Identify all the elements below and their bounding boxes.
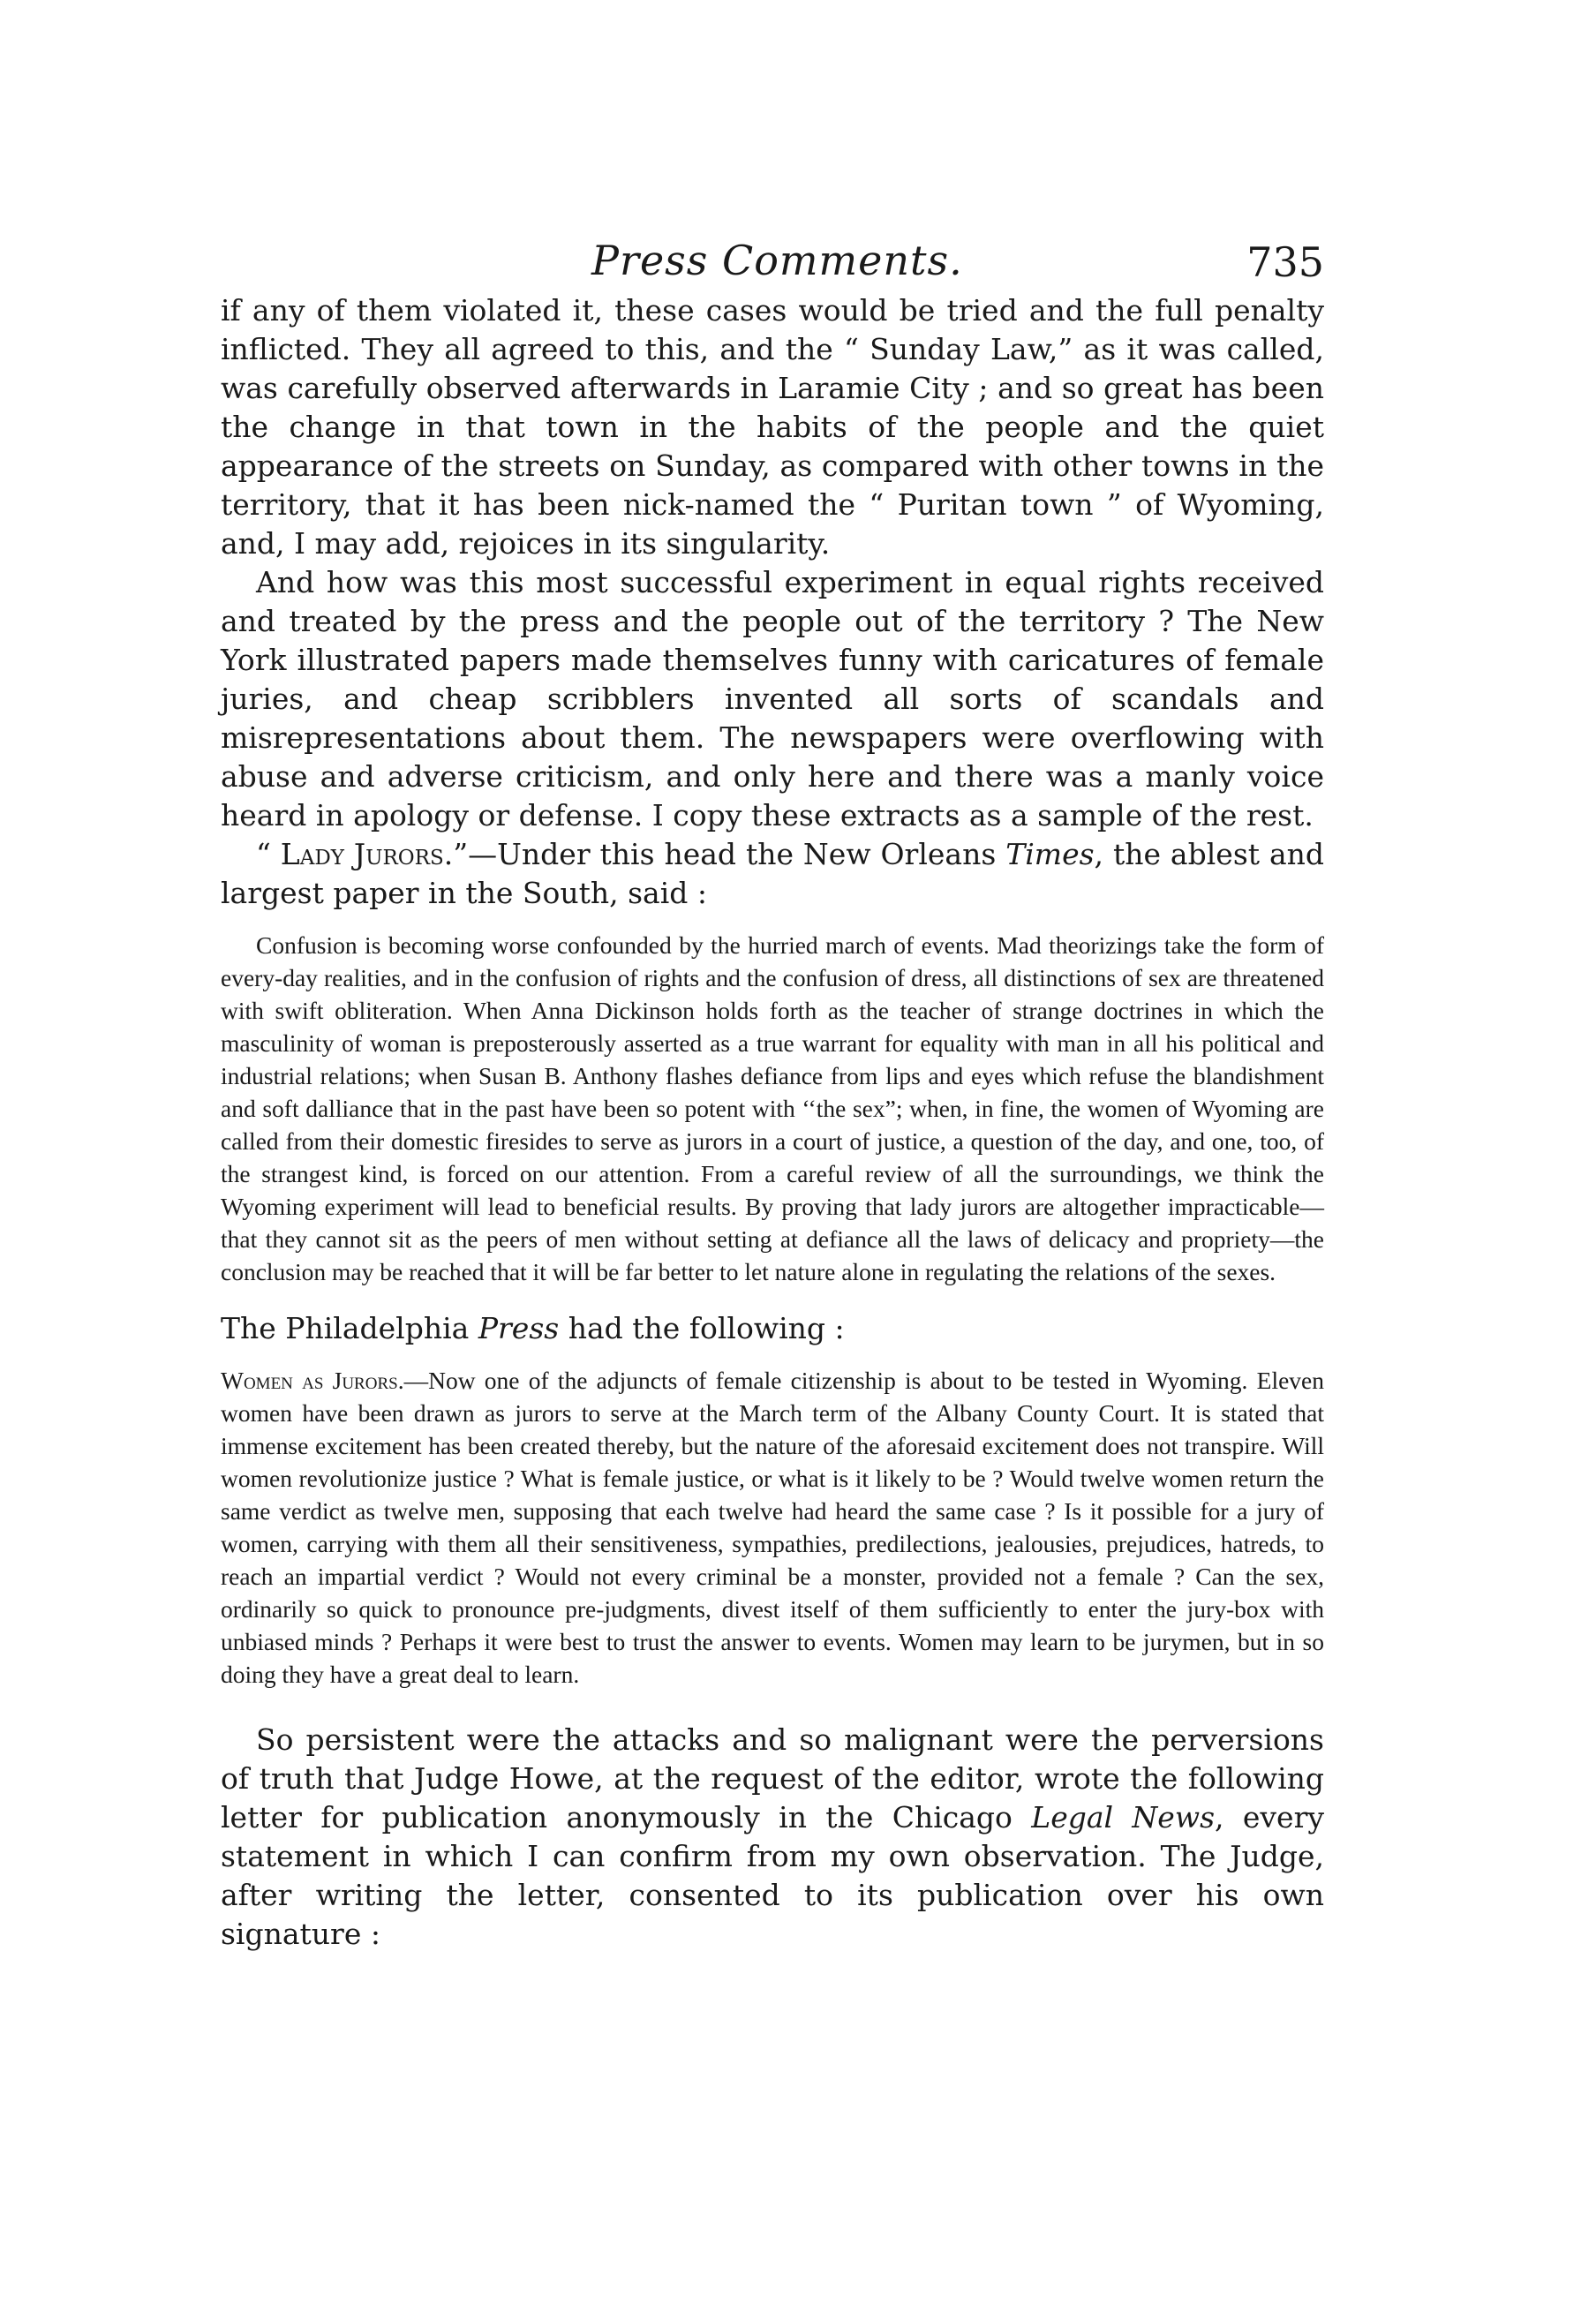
lady-jurors-intro-tail: , the ablest and largest paper in the South, said : [221, 837, 1324, 910]
document-page [221, 221, 1324, 1954]
legal-news-title: Legal News [1031, 1800, 1216, 1835]
quote-new-orleans-times: Confusion is becoming worse confounded by the hurried march of events. Mad theorizings take the form of every-day realities, and in the confusion of rights and the confusion of dress, all distinctions of sex are threatened with swift obliteration. When Anna Dickinson holds forth as the teacher of strange doctrines in which the masculinity of woman is preposterously asserted as a true warrant for equality with man in all his political and industrial relations; when Susan B. Anthony flashes defiance from lips and eyes which refuse the blandishment and soft dalliance that in the past have been so potent with ‘‘the sex”; when, in fine, the women of Wyoming are called from their domestic firesides to serve as jurors in a court of justice, a question of the day, and one, too, of the strangest kind, is forced on our attention. From a careful review of all the surroundings, we think the Wyoming experiment will lead to beneficial results. By proving that lady jurors are altogether impracticable—that they cannot sit as the peers of men without setting at defiance all the laws of delicacy and propriety—the conclusion may be reached that it will be far better to let nature alone in regulating the relations of the sexes. [221, 931, 1324, 1285]
women-as-jurors-text: —Now one of the adjuncts of female citizenship is about to be tested in Wyoming. Eleven women have been drawn as jurors to serve at the March term of the Albany County Court. It is stated that immense excitement has been created thereby, but the nature of the aforesaid excitement does not transpire. Will women revolutionize justice ? What is female justice, or what is it likely to be ? Would twelve women return the same verdict as twelve men, supposing that each twelve had heard the same case ? Is it possible for a jury of women, carrying with them all their sensitiveness, sympathies, predilections, jealousies, prejudices, hatreds, to reach an impartial verdict ? Would not every criminal be a monster, provided not a female ? Can the sex, ordinarily so quick to pronounce pre-judgments, divest itself of them sufficiently to enter the jury-box with unbiased minds ? Perhaps it were best to trust the answer to events. Women may learn to be jurymen, but in so doing they have a great deal to learn. [221, 1367, 1324, 1688]
philadelphia-press-intro-tail: had the following : [559, 1311, 845, 1345]
running-head [221, 221, 1324, 291]
philadelphia-press-intro-text: The Philadelphia [221, 1311, 478, 1345]
judge-howe-letter-tail: , every statement in which I can confirm from my own observation. The Judge, after writing the letter, consented to its publication over his own signature : [221, 1800, 1324, 1951]
new-orleans-times-title: Times [1005, 837, 1095, 871]
philadelphia-press-title: Press [478, 1311, 560, 1345]
paragraph-philadelphia-press-intro [221, 1309, 1324, 1348]
judge-howe-letter-text: So persistent were the attacks and so malignant were the perversions of truth that Judge Howe, at the request of the editor, wrote the following letter for publication anonymously in the Chicago [221, 1722, 1324, 1835]
paragraph-lady-jurors-intro [221, 835, 1324, 913]
paragraph-press-reception: And how was this most successful experiment in equal rights received and treated by the press and the people out of the territory ? The New York illustrated papers made themselves funny with caricatures of female juries, and cheap scribblers invented all sorts of scandals and misrepresentations about them. The newspapers were overflowing with abuse and adverse criticism, and only here and there was a manly voice heard in apology or defense. I copy these extracts as a sample of the rest. [221, 565, 1324, 833]
running-title: Press Comments. [591, 237, 963, 284]
women-as-jurors-heading: Women as Jurors. [221, 1367, 404, 1394]
lady-jurors-intro-text: —Under this head the New Orleans [468, 837, 1006, 871]
paragraph-sunday-law: if any of them violated it, these cases would be tried and the full penalty inflicted. They all agreed to this, and the “ Sunday Law,” as it was called, was carefully observed afterwards in Laramie City ; and so great has been the change in that town in the habits of the people and the quiet appearance of the streets on Sunday, as compared with other towns in the territory, that it has been nick-named the “ Puritan town ” of Wyoming, and, I may add, rejoices in its singularity. [221, 293, 1324, 561]
quote-philadelphia-press [221, 1364, 1324, 1691]
page-number: 735 [1246, 238, 1324, 286]
paragraph-judge-howe-letter [221, 1721, 1324, 1954]
lady-jurors-heading: “ Lady Jurors.” [256, 837, 469, 871]
